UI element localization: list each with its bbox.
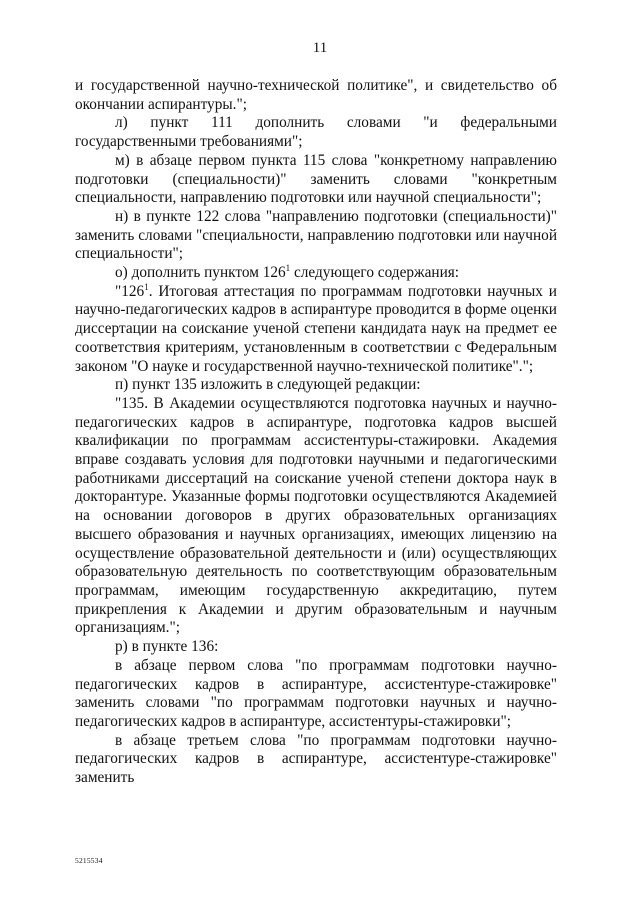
paragraph-item-o (75, 264, 557, 283)
paragraph-item-m: м) в абзаце первом пункта 115 слова "конкретному направлению подготовки (специальности)" заменить словами "конкретным специальности, направлению подготовки или научной специальности"; (75, 151, 557, 207)
superscript-marker: 1 (285, 263, 291, 274)
document-code: 5215534 (75, 856, 103, 865)
paragraph-point-126-1-number: "126 (115, 282, 145, 300)
paragraph-abzats-3: в абзаце третьем слова "по программам подготовки научно-педагогических кадров в аспирантуре, ассистентуре-стажировке" заменить (75, 731, 557, 787)
paragraph-item-r: р) в пункте 136: (115, 638, 219, 656)
page-number: 11 (312, 40, 328, 56)
document-body (75, 77, 557, 788)
paragraph-point-126-1 (75, 283, 557, 377)
paragraph-item-o-text-end: следующего содержания: (290, 264, 460, 282)
paragraph-item-p: п) пункт 135 изложить в следующей редакции: (115, 376, 421, 394)
paragraph-abzats-1: в абзаце первом слова "по программам подготовки научно-педагогических кадров в аспирантуре, ассистентуре-стажировке" заменить словами "по программам подготовки научных и научно-педагогических кадров в аспирантуре, ассистентуры-стажировки"; (75, 656, 557, 730)
paragraph-point-126-1-text: . Итоговая аттестация по программам подготовки научных и научно-педагогических кадров в аспирантуре проводится в форме оценки диссертации на соискание ученой степени кандидата наук на предмет ее соответствия критериям, установленным в соответствии с Федеральным законом "О науке и государственной научно-технической политике"."; (75, 282, 557, 375)
paragraph-item-n: н) в пункте 122 слова "направлению подготовки (специальности)" заменить словами "специальности, направлению подготовки или научной специальности"; (75, 207, 557, 263)
paragraph-point-135: "135. В Академии осуществляются подготовка научных и научно-педагогических кадров в аспирантуре, подготовка кадров высшей квалификации по программам ассистентуры-стажировки. Академия вправе создавать условия для подготовки научными и педагогическими работниками диссертаций на соискание ученой степени доктора наук в докторантуре. Указанные формы подготовки осуществляются Академией на основании договоров в других образовательных организациях высшего образования и научных организациях, имеющих лицензию на осуществление образовательной деятельности и (или) осуществляющих образовательную деятельность по соответствующим образовательным программам, имеющим государственную аккредитацию, путем прикрепления к Академии и другим образовательным и научным организациям."; (75, 394, 557, 637)
paragraph-item-l: л) пункт 111 дополнить словами "и федеральными государственными требованиями"; (75, 114, 557, 151)
superscript-marker: 1 (144, 281, 149, 292)
paragraph-continuation: и государственной научно-технической политике", и свидетельство об окончании аспирантуры."; (75, 77, 557, 113)
paragraph-item-o-text: о) дополнить пунктом 126 (115, 264, 286, 282)
